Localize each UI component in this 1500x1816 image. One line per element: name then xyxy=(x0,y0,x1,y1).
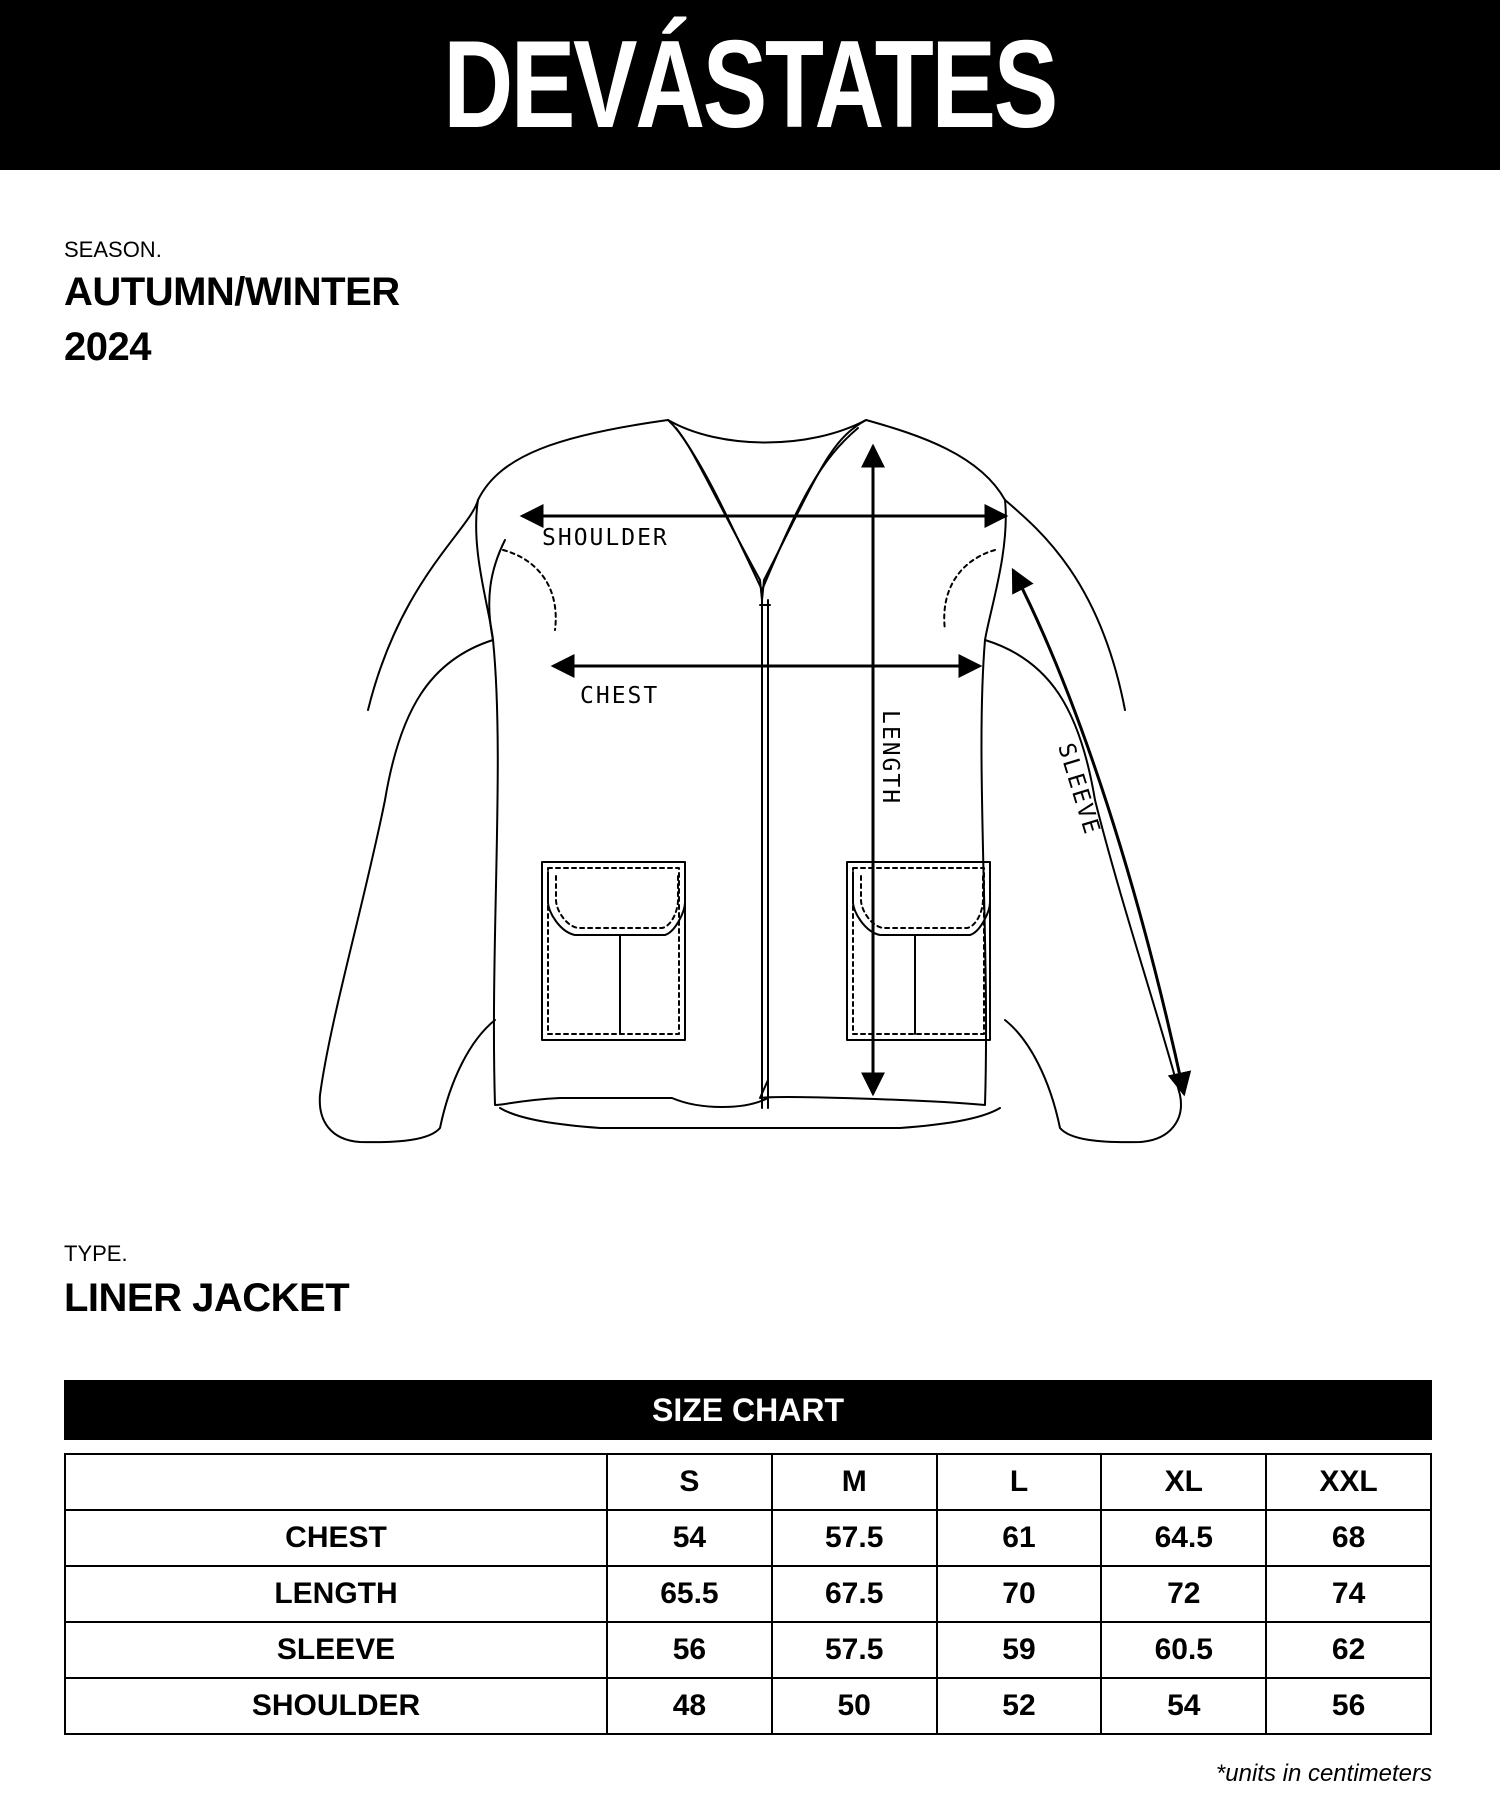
table-row xyxy=(65,1510,1431,1566)
size-header: XL xyxy=(1101,1454,1266,1510)
table-cell: 68 xyxy=(1266,1510,1431,1566)
shoulder-label: SHOULDER xyxy=(542,525,669,551)
header-empty-cell xyxy=(65,1454,607,1510)
table-cell: 57.5 xyxy=(772,1622,937,1678)
season-label: SEASON. xyxy=(64,237,162,262)
table-cell: 52 xyxy=(937,1678,1102,1734)
table-cell: 54 xyxy=(1101,1678,1266,1734)
measure-label: CHEST xyxy=(65,1510,607,1566)
table-row xyxy=(65,1622,1431,1678)
size-chart-table xyxy=(64,1453,1432,1735)
brand-logo: DEVÁSTATES xyxy=(443,16,1057,154)
table-cell: 61 xyxy=(937,1510,1102,1566)
measure-label: SHOULDER xyxy=(65,1678,607,1734)
size-header: L xyxy=(937,1454,1102,1510)
size-header: S xyxy=(607,1454,772,1510)
size-header: M xyxy=(772,1454,937,1510)
table-cell: 65.5 xyxy=(607,1566,772,1622)
measure-label: LENGTH xyxy=(65,1566,607,1622)
season-value-line2: 2024 xyxy=(64,325,151,369)
size-header: XXL xyxy=(1266,1454,1431,1510)
size-chart-title: SIZE CHART xyxy=(64,1380,1432,1440)
table-row xyxy=(65,1566,1431,1622)
season-value-line1: AUTUMN/WINTER xyxy=(64,270,400,314)
size-header-row xyxy=(65,1454,1431,1510)
table-cell: 50 xyxy=(772,1678,937,1734)
table-cell: 72 xyxy=(1101,1566,1266,1622)
table-cell: 64.5 xyxy=(1101,1510,1266,1566)
measure-label: SLEEVE xyxy=(65,1622,607,1678)
sleeve-label: SLEEVE xyxy=(1052,740,1105,839)
jacket-diagram xyxy=(0,380,1500,1200)
table-cell: 56 xyxy=(607,1622,772,1678)
type-label: TYPE. xyxy=(64,1241,128,1266)
jacket-outline xyxy=(320,420,1181,1142)
table-cell: 59 xyxy=(937,1622,1102,1678)
table-row xyxy=(65,1678,1431,1734)
table-cell: 70 xyxy=(937,1566,1102,1622)
table-cell: 57.5 xyxy=(772,1510,937,1566)
table-cell: 48 xyxy=(607,1678,772,1734)
table-cell: 67.5 xyxy=(772,1566,937,1622)
type-value: LINER JACKET xyxy=(64,1276,350,1320)
brand-header xyxy=(0,0,1500,170)
units-footnote: *units in centimeters xyxy=(1215,1760,1432,1787)
chest-label: CHEST xyxy=(580,683,660,709)
table-cell: 56 xyxy=(1266,1678,1431,1734)
table-cell: 74 xyxy=(1266,1566,1431,1622)
table-cell: 62 xyxy=(1266,1622,1431,1678)
table-cell: 54 xyxy=(607,1510,772,1566)
table-cell: 60.5 xyxy=(1101,1622,1266,1678)
length-label: LENGTH xyxy=(877,710,903,806)
